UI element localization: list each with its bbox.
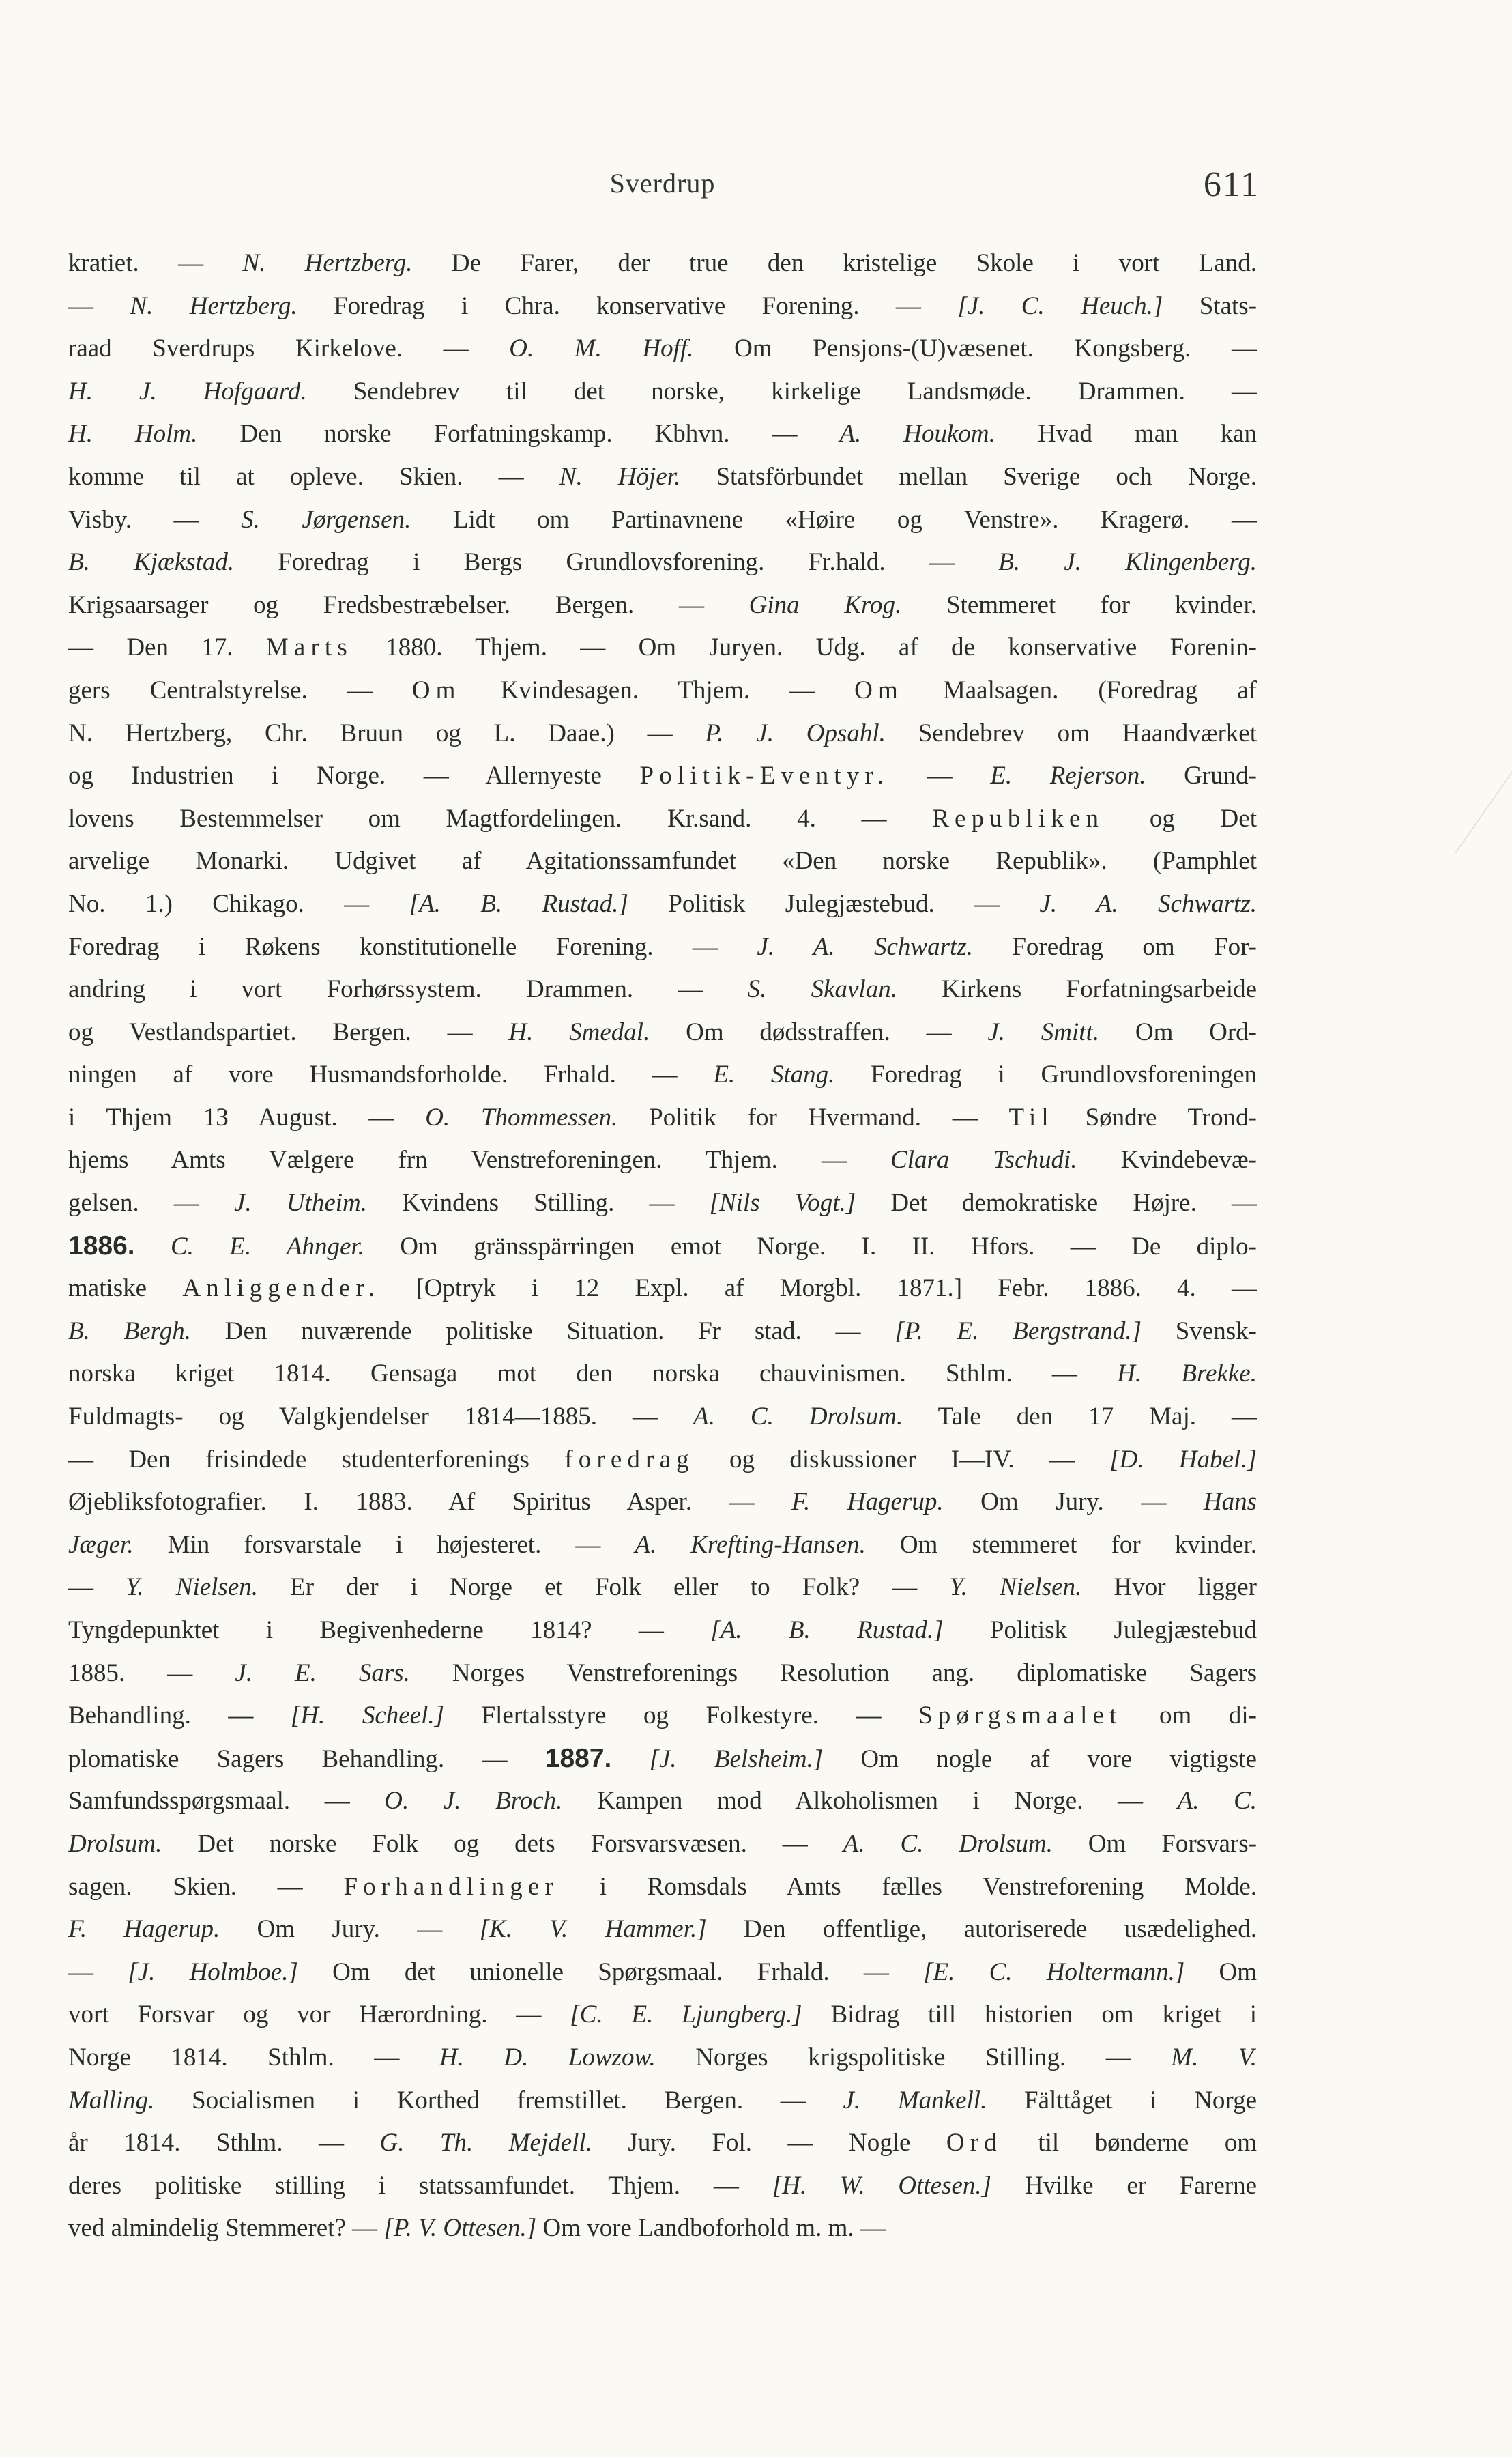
text-line (68, 285, 1257, 328)
text-line (68, 1866, 1257, 1909)
text-line (68, 1481, 1257, 1524)
text-line (68, 1780, 1257, 1823)
text-run: Foredrag om For- (972, 932, 1257, 961)
author-name: P. J. Opsahl. (705, 719, 886, 747)
text-line (68, 670, 1257, 713)
text-run: Om Pensjons-(U)væsenet. Kongsberg. — (693, 334, 1257, 363)
text-line (68, 2080, 1257, 2123)
text-run: gers Centralstyrelse. — (68, 676, 412, 704)
author-name: E. Rejerson. (990, 762, 1146, 790)
text-run: Foredrag i Røkens konstitutionelle Forening. — (68, 932, 757, 961)
text-line (68, 1908, 1257, 1951)
spaced-title: foredrag (564, 1445, 695, 1474)
text-line (68, 1566, 1257, 1609)
author-name: O. Thommessen. (425, 1103, 618, 1132)
author-name: H. Brekke. (1117, 1360, 1257, 1388)
text-run: 1880. Thjem. — Om Juryen. Udg. af de konservative Forenin- (352, 633, 1257, 662)
spaced-title: Til (1008, 1103, 1054, 1132)
text-line (68, 1652, 1257, 1695)
text-line (68, 1225, 1257, 1268)
page-edge-mark (1455, 771, 1512, 853)
author-name: A. Houkom. (839, 420, 995, 448)
text-line (68, 242, 1257, 285)
text-run: N. Hertzberg, Chr. Bruun og L. Daae.) — (68, 719, 706, 747)
text-run: — Den 17. (68, 633, 266, 662)
author-name: Hans (1203, 1488, 1257, 1517)
text-run: Jury. Fol. — Nogle (592, 2129, 946, 2157)
author-name: S. Skavlan. (747, 975, 897, 1004)
text-line (68, 371, 1257, 414)
text-line (68, 798, 1257, 841)
author-name: Gina Krog. (748, 590, 902, 619)
text-run: Politisk Julegjæstebud. — (628, 889, 1040, 918)
author-name: B. J. Klingenberg. (998, 548, 1257, 577)
text-run: Søndre Trond- (1053, 1103, 1257, 1132)
text-line (68, 883, 1257, 926)
text-run: Krigsaarsager og Fredsbestræbelser. Bergen. — (68, 590, 749, 619)
text-line (68, 1396, 1257, 1439)
author-name: J. A. Schwartz. (757, 932, 973, 961)
text-run: vort Forsvar og vor Hærordning. — (68, 2000, 570, 2029)
text-line (68, 1097, 1257, 1140)
text-line (68, 968, 1257, 1011)
text-run: Kvindesagen. Thjem. — (461, 676, 855, 704)
author-name: [J. C. Heuch.] (957, 291, 1163, 320)
author-name: G. Th. Mejdell. (379, 2129, 592, 2157)
author-name: E. Stang. (713, 1061, 835, 1089)
text-line (68, 1439, 1257, 1482)
text-run: Flertalsstyre og Folkestyre. — (444, 1701, 919, 1730)
text-run: Foredrag i Grundlovsforeningen (834, 1061, 1257, 1089)
text-run: og Det (1104, 804, 1257, 833)
text-run: Den offentlige, autoriserede usædelighed. (706, 1915, 1257, 1944)
text-run: i Romsdals Amts fælles Venstreforening Molde. (558, 1872, 1257, 1901)
author-name: J. Utheim. (234, 1189, 368, 1218)
author-name: H. Holm. (68, 420, 198, 448)
text-run (135, 1233, 171, 1261)
text-run: Lidt om Partinavnene «Høire og Venstre». Kragerø. — (411, 505, 1257, 534)
author-name: [H. W. Ottesen.] (772, 2171, 992, 2200)
author-name: [Nils Vogt.] (709, 1189, 856, 1218)
text-line (68, 1267, 1257, 1310)
text-line (68, 1182, 1257, 1225)
author-name: J. A. Schwartz. (1039, 889, 1257, 918)
text-run: Kvindebevæ- (1077, 1146, 1257, 1175)
text-run: Norges Venstreforenings Resolution ang. diplomatiske Sagers (409, 1658, 1257, 1687)
text-run: Kirkens Forfatningsarbeide (897, 975, 1257, 1004)
text-run: Svensk- (1142, 1317, 1257, 1345)
text-run: Om Forsvars- (1052, 1829, 1257, 1858)
author-name: Jæger. (68, 1530, 134, 1559)
text-run: om di- (1122, 1701, 1257, 1730)
text-run: Politisk Julegjæstebud (943, 1616, 1257, 1644)
author-name: H. J. Hofgaard. (68, 377, 307, 405)
text-line (68, 584, 1257, 627)
author-name: B. Kjækstad. (68, 548, 235, 577)
author-name: M. V. (1171, 2043, 1257, 2071)
text-run: Foredrag i Chra. konservative Forening. — (297, 291, 958, 320)
author-name: N. Hertzberg. (242, 249, 413, 277)
text-run: i Thjem 13 August. — (68, 1103, 426, 1132)
author-name: Malling. (68, 2086, 155, 2114)
text-run: Samfundsspørgsmaal. — (68, 1787, 385, 1815)
author-name: [D. Habel.] (1109, 1445, 1257, 1474)
text-run: Om Jury. — (943, 1488, 1204, 1517)
author-name: [P. E. Bergstrand.] (895, 1317, 1142, 1345)
text-run: [Optryk i 12 Expl. af Morgbl. 1871.] Febr. 1886. 4. — (380, 1274, 1257, 1303)
text-line (68, 1994, 1257, 2037)
text-run: ningen af vore Husmandsforholde. Frhald. — (68, 1061, 714, 1089)
text-run: sagen. Skien. — (68, 1872, 344, 1901)
spaced-title: Forhandlinger (343, 1872, 559, 1901)
text-line (68, 1951, 1257, 1994)
running-title: Sverdrup (609, 168, 716, 199)
author-name: [C. E. Ljungberg.] (570, 2000, 802, 2029)
text-run: 1885. — (68, 1658, 235, 1687)
author-name: O. J. Broch. (384, 1787, 563, 1815)
text-line (68, 1011, 1257, 1054)
author-name: N. Hertzberg. (130, 291, 297, 320)
text-line (68, 2165, 1257, 2208)
text-run: Foredrag i Bergs Grundlovsforening. Fr.hald. — (234, 548, 999, 577)
text-run: Om det unionelle Spørgsmaal. Frhald. — (297, 1957, 924, 1986)
text-run: Grund- (1146, 762, 1257, 790)
text-run: Politik for Hvermand. — (617, 1103, 1009, 1132)
author-name: O. M. Hoff. (509, 334, 694, 363)
text-line (68, 2207, 1257, 2250)
text-line (68, 2037, 1257, 2080)
spaced-title: Marts (265, 633, 353, 662)
text-run: Om stemmeret for kvinder. (865, 1530, 1257, 1559)
text-run: Stemmeret for kvinder. (901, 590, 1257, 619)
text-run: Om gränsspärringen emot Norge. I. II. Hfors. — De diplo- (364, 1232, 1257, 1261)
text-run: raad Sverdrups Kirkelove. — (68, 334, 510, 363)
text-run: lovens Bestemmelser om Magtfordelingen. Kr.sand. 4. — (68, 804, 933, 833)
text-run: Om Jury. — (220, 1915, 480, 1944)
author-name: B. Bergh. (68, 1317, 191, 1345)
author-name: [E. C. Holtermann.] (923, 1957, 1185, 1986)
running-head (0, 167, 1512, 208)
author-name: C. E. Ahnger. (170, 1232, 364, 1261)
text-line (68, 1310, 1257, 1353)
text-run: Kampen mod Alkoholismen i Norge. — (562, 1787, 1178, 1815)
text-line (68, 1139, 1257, 1182)
text-run: Om vore Landboforhold m. m. — (536, 2214, 886, 2243)
text-run: Hvilke er Farerne (991, 2171, 1257, 2200)
text-run: andring i vort Forhørssystem. Drammen. — (68, 975, 748, 1004)
text-run: — (68, 291, 130, 320)
text-run: — (68, 1957, 128, 1986)
author-name: [P. V. Ottesen.] (383, 2214, 537, 2243)
text-run: gelsen. — (68, 1189, 235, 1218)
spaced-title: Republiken (932, 804, 1105, 833)
text-line (68, 541, 1257, 584)
text-run: — (889, 762, 991, 790)
text-run: ved almindelig Stemmeret? — (68, 2214, 384, 2243)
text-run: år 1814. Sthlm. — (68, 2129, 380, 2157)
text-line (68, 713, 1257, 756)
author-name: Y. Nielsen. (126, 1573, 259, 1602)
text-run: Fuldmagts- og Valgkjendelser 1814—1885. — (68, 1403, 694, 1431)
text-line (68, 2122, 1257, 2165)
year-heading: 1886. (68, 1231, 135, 1261)
author-name: N. Höjer. (559, 462, 681, 491)
text-run: Sendebrev om Haandværket (885, 719, 1257, 747)
author-name: A. C. Drolsum. (843, 1829, 1053, 1858)
author-name: A. C. Drolsum. (693, 1403, 903, 1431)
author-name: Clara Tschudi. (890, 1146, 1077, 1175)
text-line (68, 328, 1257, 371)
text-run: Sendebrev til det norske, kirkelige Landsmøde. Drammen. — (306, 377, 1257, 405)
spaced-title: Politik-Eventyr. (639, 762, 890, 790)
text-line (68, 1609, 1257, 1652)
text-run: Maalsagen. (Foredrag af (903, 676, 1257, 704)
text-line (68, 1054, 1257, 1097)
author-name: [H. Scheel.] (290, 1701, 445, 1730)
author-name: [A. B. Rustad.] (409, 889, 628, 918)
text-line (68, 499, 1257, 542)
author-name: F. Hagerup. (791, 1488, 944, 1517)
text-run: hjems Amts Vælgere frn Venstreforeningen. Thjem. — (68, 1146, 891, 1175)
author-name: A. C. (1177, 1787, 1257, 1815)
text-run: Fälttåget i Norge (987, 2086, 1257, 2114)
spaced-title: Anliggender. (182, 1274, 381, 1303)
text-run: Øjebliksfotografier. I. 1883. Af Spiritus Asper. — (68, 1488, 792, 1517)
text-run: Stats- (1163, 291, 1257, 320)
text-run: — Den frisindede studenterforenings (68, 1445, 565, 1474)
author-name: J. Smitt. (987, 1018, 1100, 1046)
page-number: 611 (1203, 165, 1260, 204)
text-run: Den nuværende politiske Situation. Fr stad. — (190, 1317, 895, 1345)
text-run: deres politiske stilling i statssamfundet. Thjem. — (68, 2171, 772, 2200)
spaced-title: Om (854, 676, 903, 704)
author-name: H. D. Lowzow. (439, 2043, 656, 2071)
author-name: Drolsum. (68, 1829, 162, 1858)
author-name: J. Mankell. (843, 2086, 987, 2114)
text-run: No. 1.) Chikago. — (68, 889, 409, 918)
text-line (68, 1695, 1257, 1738)
text-run: Den norske Forfatningskamp. Kbhvn. — (197, 420, 840, 448)
author-name: [K. V. Hammer.] (479, 1915, 707, 1944)
author-name: S. Jørgensen. (241, 505, 411, 534)
author-name: [J. Holmboe.] (128, 1957, 298, 1986)
text-line (68, 755, 1257, 798)
text-run: Kvindens Stilling. — (367, 1189, 710, 1218)
text-run: komme til at opleve. Skien. — (68, 462, 559, 491)
text-run: og diskussioner I—IV. — (694, 1445, 1110, 1474)
text-run: plomatiske Sagers Behandling. — (68, 1744, 545, 1773)
text-run: og Vestlandspartiet. Bergen. — (68, 1018, 509, 1046)
author-name: H. Smedal. (508, 1018, 650, 1046)
text-run: Min forsvarstale i højesteret. — (133, 1530, 635, 1559)
text-run: Bidrag till historien om kriget i (802, 2000, 1257, 2029)
text-run: Socialismen i Korthed fremstillet. Bergen. — (154, 2086, 843, 2114)
text-line (68, 456, 1257, 499)
text-run: Om (1184, 1957, 1257, 1986)
text-run: Om dødsstraffen. — (650, 1018, 988, 1046)
text-run: Om nogle af vore vigtigste (823, 1744, 1257, 1773)
text-run: Er der i Norge et Folk eller to Folk? — (258, 1573, 950, 1602)
text-run: — (68, 1573, 126, 1602)
text-line (68, 1524, 1257, 1567)
author-name: A. Krefting-Hansen. (635, 1530, 866, 1559)
text-line (68, 1823, 1257, 1866)
author-name: J. E. Sars. (235, 1658, 410, 1687)
text-run: norska kriget 1814. Gensaga mot den norska chauvinismen. Sthlm. — (68, 1360, 1118, 1388)
author-name: [A. B. Rustad.] (710, 1616, 944, 1644)
text-run (611, 1745, 649, 1773)
bibliography-text (68, 242, 1257, 2250)
text-run: Hvor ligger (1081, 1573, 1257, 1602)
text-run: arvelige Monarki. Udgivet af Agitationssamfundet «Den norske Republik». (Pamphlet (68, 847, 1257, 876)
text-line (68, 926, 1257, 969)
text-run: Visby. — (68, 505, 242, 534)
text-run: til bønderne om (1002, 2129, 1257, 2157)
spaced-title: Om (411, 676, 461, 704)
text-run: Det demokratiske Højre. — (856, 1189, 1257, 1218)
spaced-title: Spørgsmaalet (918, 1701, 1122, 1730)
text-line (68, 1738, 1257, 1781)
author-name: F. Hagerup. (68, 1915, 220, 1944)
text-run: De Farer, der true den kristelige Skole i vort Land. (412, 249, 1257, 277)
text-run: Norges krigspolitiske Stilling. — (655, 2043, 1172, 2071)
text-line (68, 1353, 1257, 1396)
text-run: og Industrien i Norge. — Allernyeste (68, 762, 640, 790)
text-run: Hvad man kan (995, 420, 1257, 448)
author-name: Y. Nielsen. (949, 1573, 1082, 1602)
spaced-title: Ord (946, 2129, 1002, 2157)
text-run: Norge 1814. Sthlm. — (68, 2043, 439, 2071)
text-run: Statsförbundet mellan Sverige och Norge. (680, 462, 1257, 491)
text-line (68, 413, 1257, 456)
text-run: Det norske Folk og dets Forsvarsvæsen. — (162, 1829, 843, 1858)
text-run: Behandling. — (68, 1701, 291, 1730)
text-run: Tyngdepunktet i Begivenhederne 1814? — (68, 1616, 711, 1644)
text-run: kratiet. — (68, 249, 243, 277)
text-run: Tale den 17 Maj. — (903, 1403, 1257, 1431)
text-line (68, 840, 1257, 883)
text-run: matiske (68, 1274, 183, 1303)
year-heading: 1887. (544, 1743, 612, 1773)
author-name: [J. Belsheim.] (649, 1744, 824, 1773)
text-line (68, 627, 1257, 670)
text-run: Om Ord- (1099, 1018, 1257, 1046)
